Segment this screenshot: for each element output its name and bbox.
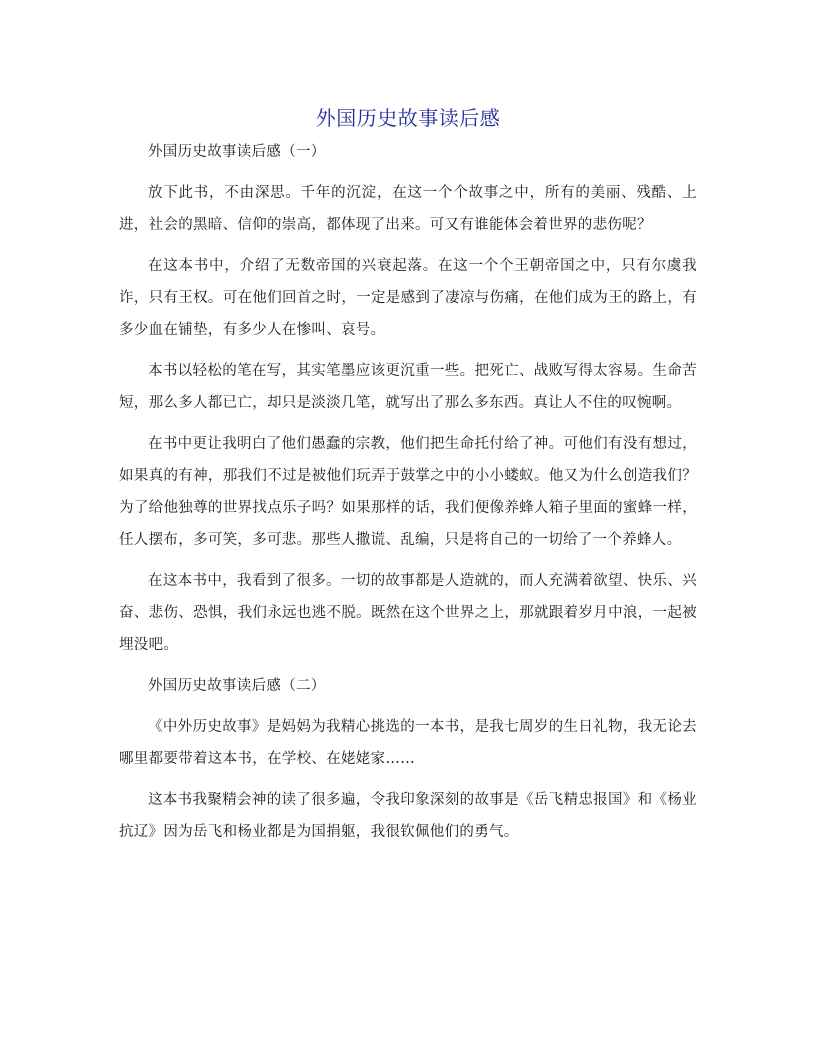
paragraph: 这本书我聚精会神的读了很多遍，令我印象深刻的故事是《岳飞精忠报国》和《杨业抗辽》因为岳飞和杨业都是为国捐躯，我很钦佩他们的勇气。 <box>119 792 697 840</box>
section-heading-2: 外国历史故事读后感（二） <box>148 678 326 694</box>
paragraph: 本书以轻松的笔在写，其实笔墨应该更沉重一些。把死亡、战败写得太容易。生命苦短，那么多人都已亡，却只是淡淡几笔，就写出了那么多东西。真让人不住的叹惋啊。 <box>119 363 697 411</box>
paragraph: 在这本书中，介绍了无数帝国的兴衰起落。在这一个个王朝帝国之中，只有尔虞我诈，只有王权。可在他们回首之时，一定是感到了凄凉与伤痛，在他们成为王的路上，有多少血在铺垫，有多少人在惨叫、哀号。 <box>119 258 697 338</box>
section-heading-1: 外国历史故事读后感（一） <box>148 144 326 160</box>
document-title: 外国历史故事读后感 <box>315 106 501 130</box>
paragraph: 在这本书中，我看到了很多。一切的故事都是人造就的，而人充满着欲望、快乐、兴奋、悲伤、恐惧，我们永远也逃不脱。既然在这个世界之上，那就跟着岁月中浪，一起被埋没吧。 <box>119 573 697 653</box>
paragraph: 放下此书，不由深思。千年的沉淀，在这一个个故事之中，所有的美丽、残酷、上进，社会的黑暗、信仰的崇高，都体现了出来。可又有谁能体会着世界的悲伤呢？ <box>119 185 697 233</box>
paragraph: 《中外历史故事》是妈妈为我精心挑选的一本书，是我七周岁的生日礼物，我无论去哪里都要带着这本书，在学校、在姥姥家…… <box>119 719 697 767</box>
paragraph: 在书中更让我明白了他们愚蠢的宗教，他们把生命托付给了神。可他们有没有想过，如果真的有神，那我们不过是被他们玩弄于鼓掌之中的小小蝼蚁。他又为什么创造我们？为了给他独尊的世界找点乐子吗？如果那样的话，我们便像养蜂人箱子里面的蜜蜂一样，任人摆布，多可笑，多可悲。那些人撒谎、乱编，只是将自己的一切给了一个养蜂人。 <box>119 436 697 548</box>
document-body <box>119 136 697 857</box>
